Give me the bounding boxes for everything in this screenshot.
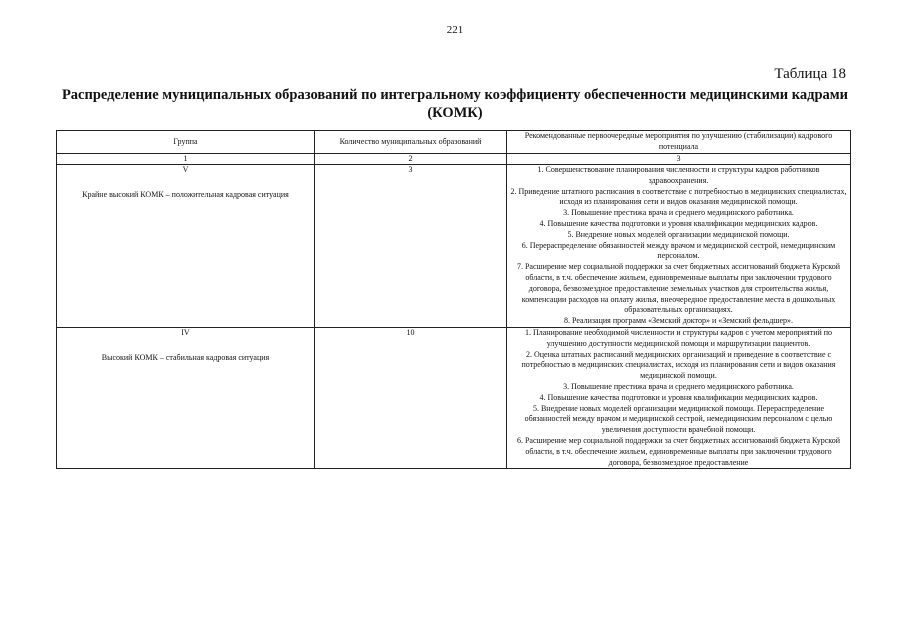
measure-item: 3. Повышение престижа врача и среднего медицинского работника. <box>563 381 794 391</box>
count-cell: 10 <box>315 327 507 468</box>
measure-item: 5. Внедрение новых моделей организации медицинской помощи. <box>567 229 790 239</box>
measure-item: 8. Реализация программ «Земский доктор» и «Земский фельдшер». <box>564 316 793 326</box>
measure-item: 2. Приведение штатного расписания в соответствие с потребностью в медицинских специалистах, исходя из планирования сети и видов оказания медицинской помощи. <box>510 186 847 207</box>
column-header-group: Группа <box>57 131 315 154</box>
measure-item: 2. Оценка штатных расписаний медицинских организаций и приведение в соответствие с потребностью в медицинских специалистах, исходя из планирования сети и видов оказания медицинской помощи. <box>521 349 836 381</box>
measure-item: 1. Совершенствование планирования численности и структуры кадров работников здравоохранения. <box>537 165 820 185</box>
group-description: Крайне высокий КОМК – положительная кадровая ситуация <box>82 189 289 199</box>
group-code: IV <box>181 327 190 337</box>
measure-item: 7. Расширение мер социальной поддержки за счет бюджетных ассигнований бюджета Курской области, в т.ч. обеспечение жильем, единовременные выплаты при заключении трудового договора, безвозмездное предоставление земельных участков для строительства жилья, компенсации расходов на оплату жилья, внеочередное предоставление места в дошкольных образовательных организациях. <box>516 262 841 315</box>
measures-cell <box>507 165 851 328</box>
group-cell <box>57 165 315 328</box>
measure-item: 4. Повышение качества подготовки и уровня квалификации медицинских кадров. <box>539 392 818 402</box>
measure-item: 3. Повышение престижа врача и среднего медицинского работника. <box>563 208 794 218</box>
measure-item: 4. Повышение качества подготовки и уровня квалификации медицинских кадров. <box>539 218 818 228</box>
measure-item: 6. Расширение мер социальной поддержки за счет бюджетных ассигнований бюджета Курской области, в т.ч. обеспечение жильем, единовременные выплаты при заключении трудового договора, безвозмездное предоставление <box>516 435 841 467</box>
table-row <box>57 165 851 328</box>
measure-item: 1. Планирование необходимой численности и структуры кадров с учетом мероприятий по улучшению доступности медицинской помощи и маршрутизации пациентов. <box>524 327 833 348</box>
measure-item: 5. Внедрение новых моделей организации медицинской помощи. Перераспределение обязанностей между врачом и медицинской сестрой, немедицинским персоналом с целью увеличения доступности врачебной помощи. <box>524 403 833 435</box>
group-code: V <box>182 165 189 174</box>
column-number: 3 <box>507 154 851 165</box>
group-description: Высокий КОМК – стабильная кадровая ситуация <box>101 352 270 362</box>
column-number: 1 <box>57 154 315 165</box>
count-cell: 3 <box>315 165 507 328</box>
column-header-measures: Рекомендованные первоочередные мероприятия по улучшению (стабилизации) кадрового потенциала <box>507 131 851 154</box>
column-number-row <box>57 154 851 165</box>
table-row <box>57 327 851 468</box>
page-number: 221 <box>446 24 464 36</box>
measures-cell <box>507 327 851 468</box>
column-number: 2 <box>315 154 507 165</box>
komk-table <box>56 130 851 469</box>
group-cell <box>57 327 315 468</box>
table-header <box>57 131 851 154</box>
document-title: Распределение муниципальных образований по интегральному коэффициенту обеспеченности медицинскими кадрами (КОМК) <box>61 87 849 121</box>
table-label: Таблица 18 <box>774 66 846 82</box>
measure-item: 6. Перераспределение обязанностей между врачом и медицинской сестрой, немедицинским персоналом. <box>521 240 836 261</box>
column-header-count: Количество муниципальных образований <box>315 131 507 154</box>
